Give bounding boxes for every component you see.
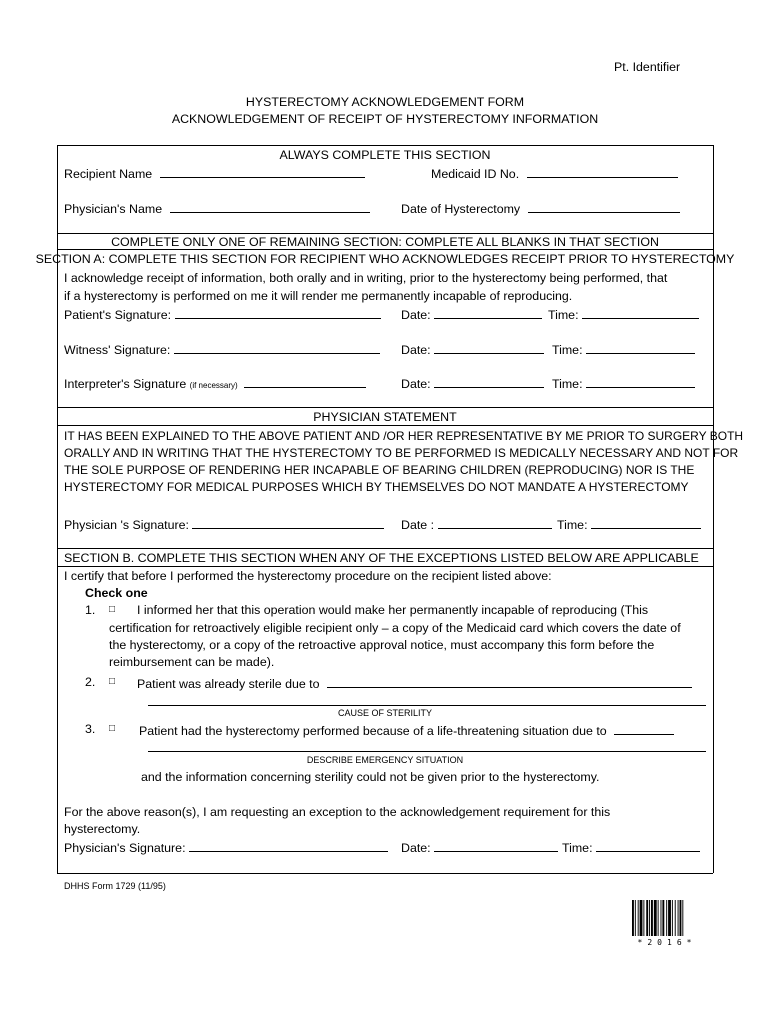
cause-of-sterility-caption: CAUSE OF STERILITY <box>337 708 433 718</box>
witness-date-field[interactable] <box>434 342 544 354</box>
physician-statement-line4: HYSTERECTOMY FOR MEDICAL PURPOSES WHICH BY THEMSELVES DO NOT MANDATE A HYSTERECTOMY <box>64 480 689 494</box>
patient-date-label: Date: <box>401 308 431 322</box>
item1-text-line2: certification for retroactively eligible recipient only – a copy of the Medicaid card which covers the date of <box>109 621 681 635</box>
always-complete-heading: ALWAYS COMPLETE THIS SECTION <box>279 148 491 162</box>
item1-text-line1: I informed her that this operation would make her permanently incapable of reproducing (This <box>137 603 649 617</box>
physician-statement-time-label: Time: <box>557 518 588 532</box>
check-one-label: Check one <box>85 586 148 600</box>
box-top-border <box>57 145 713 146</box>
barcode-bar <box>646 900 648 936</box>
interpreter-time-row <box>552 376 695 390</box>
date-of-hysterectomy-row <box>401 201 680 215</box>
patient-signature-row <box>64 307 381 321</box>
form-title: HYSTERECTOMY ACKNOWLEDGEMENT FORM <box>245 95 525 109</box>
patient-time-field[interactable] <box>582 307 699 319</box>
form-number: DHHS Form 1729 (11/95) <box>64 881 166 891</box>
item3-text: Patient had the hysterectomy performed because of a life-threatening situation due to <box>139 724 607 738</box>
barcode-bar <box>675 900 676 936</box>
physician-statement-signature-row <box>64 517 384 531</box>
barcode-bar <box>643 900 644 936</box>
patient-date-row <box>401 307 542 321</box>
section-b-time-label: Time: <box>562 841 593 855</box>
describe-emergency-caption: DESCRIBE EMERGENCY SITUATION <box>306 755 464 765</box>
sterility-cause-field[interactable] <box>327 676 692 688</box>
barcode-bar <box>668 900 671 936</box>
barcode-bar <box>651 900 653 936</box>
section-a-text-line2: if a hysterectomy is performed on me it will render me permanently incapable of reproducing. <box>64 289 573 303</box>
barcode-bar <box>666 900 667 936</box>
physician-statement-line1: IT HAS BEEN EXPLAINED TO THE ABOVE PATIENT AND /OR HER REPRESENTATIVE BY ME PRIOR TO SURGERY BOTH <box>64 429 744 443</box>
witness-time-row <box>552 342 695 356</box>
exception-reason-line1: For the above reason(s), I am requesting an exception to the acknowledgement requirement for this <box>64 805 611 819</box>
section-b-time-row <box>562 840 700 854</box>
barcode-bar <box>638 900 639 936</box>
barcode-bar <box>680 900 682 936</box>
interpreter-signature-label: Interpreter's Signature <box>64 377 187 391</box>
interpreter-time-label: Time: <box>552 377 583 391</box>
interpreter-date-label: Date: <box>401 377 431 391</box>
item3-checkbox[interactable]: □ <box>109 723 116 734</box>
if-necessary-note: (if necessary) <box>189 381 238 390</box>
barcode-bar <box>662 900 664 936</box>
physician-statement-line3: THE SOLE PURPOSE OF RENDERING HER INCAPABLE OF BEARING CHILDREN (REPRODUCING) NOR IS THE <box>64 463 695 477</box>
item2-row <box>137 676 692 690</box>
barcode-bar <box>661 900 662 936</box>
section-a-heading: SECTION A: COMPLETE THIS SECTION FOR RECIPIENT WHO ACKNOWLEDGES RECEIPT PRIOR TO HYSTERECTOMY <box>35 252 735 266</box>
item2-text: Patient was already sterile due to <box>137 677 320 691</box>
physician-name-row <box>64 201 370 215</box>
barcode-image <box>632 900 702 936</box>
interpreter-date-field[interactable] <box>434 376 544 388</box>
physician-statement-date-row <box>401 517 552 531</box>
item1-number: 1. <box>85 603 96 617</box>
section-b-date-row <box>401 840 558 854</box>
physician-statement-date-label: Date : <box>401 518 435 532</box>
physician-statement-time-field[interactable] <box>591 517 701 529</box>
form-subtitle: ACKNOWLEDGEMENT OF RECEIPT OF HYSTERECTOMY INFORMATION <box>171 112 599 126</box>
interpreter-time-field[interactable] <box>586 376 695 388</box>
barcode-bar <box>658 900 659 936</box>
medicaid-id-field[interactable] <box>527 166 678 178</box>
patient-time-row <box>548 307 699 321</box>
sterility-info-text: and the information concerning sterility could not be given prior to the hysterectomy. <box>141 770 600 784</box>
physician-statement-date-field[interactable] <box>438 517 552 529</box>
witness-signature-row <box>64 342 380 356</box>
item1-text-line3: the hysterectomy, or a copy of the retroactive approval notice, must accompany this form before the <box>109 638 655 652</box>
exception-reason-line2: hysterectomy. <box>64 822 141 836</box>
complete-only-heading: COMPLETE ONLY ONE OF REMAINING SECTION: COMPLETE ALL BLANKS IN THAT SECTION <box>111 235 659 249</box>
barcode-bar <box>678 900 679 936</box>
interpreter-signature-field[interactable] <box>244 376 366 388</box>
witness-time-label: Time: <box>552 343 583 357</box>
item3-row <box>139 723 674 737</box>
medicaid-id-row <box>431 166 678 180</box>
patient-signature-field[interactable] <box>175 307 381 319</box>
physician-statement-signature-label: Physician 's Signature: <box>64 518 189 532</box>
barcode-bar <box>635 900 636 936</box>
recipient-name-field[interactable] <box>160 166 365 178</box>
physician-name-label: Physician's Name <box>64 202 163 216</box>
item1-text-line4: reimbursement can be made). <box>109 655 275 669</box>
barcode-bar <box>649 900 650 936</box>
divider-after-physician-statement <box>57 548 713 549</box>
witness-time-field[interactable] <box>586 342 695 354</box>
witness-date-label: Date: <box>401 343 431 357</box>
section-b-date-label: Date: <box>401 841 431 855</box>
interpreter-signature-row <box>64 376 366 390</box>
barcode-text: *2016* <box>637 938 697 947</box>
item2-number: 2. <box>85 675 96 689</box>
witness-date-row <box>401 342 544 356</box>
barcode-bar <box>632 900 634 936</box>
divider-after-complete-only <box>57 249 713 250</box>
patient-time-label: Time: <box>548 308 579 322</box>
box-bottom-border <box>57 873 713 874</box>
physician-statement-time-row <box>557 517 701 531</box>
sterility-cause-line2[interactable] <box>148 705 706 706</box>
divider-after-always <box>57 233 713 234</box>
divider-after-section-a <box>57 407 713 408</box>
recipient-name-label: Recipient Name <box>64 167 153 181</box>
section-b-signature-label: Physician's Signature: <box>64 841 186 855</box>
section-b-certify-text: I certify that before I performed the hysterectomy procedure on the recipient listed above: <box>64 569 552 583</box>
patient-signature-label: Patient's Signature: <box>64 308 172 322</box>
date-of-hysterectomy-field[interactable] <box>528 201 680 213</box>
physician-name-field[interactable] <box>170 201 370 213</box>
interpreter-date-row <box>401 376 544 390</box>
divider-after-physician-heading <box>57 425 713 426</box>
date-of-hysterectomy-label: Date of Hysterectomy <box>401 202 521 216</box>
recipient-name-row <box>64 166 365 180</box>
medicaid-id-label: Medicaid ID No. <box>431 167 520 181</box>
section-b-time-field[interactable] <box>596 840 700 852</box>
witness-signature-field[interactable] <box>174 342 380 354</box>
emergency-situation-line2[interactable] <box>148 751 706 752</box>
item2-checkbox[interactable]: □ <box>109 676 116 687</box>
divider-after-section-b-heading <box>57 566 713 567</box>
barcode-bar <box>682 900 683 936</box>
item3-number: 3. <box>85 722 96 736</box>
emergency-situation-field[interactable] <box>614 723 674 735</box>
barcode-bar <box>654 900 657 936</box>
barcode-bar <box>672 900 673 936</box>
patient-date-field[interactable] <box>434 307 542 319</box>
pt-identifier-label: Pt. Identifier <box>614 60 681 74</box>
witness-signature-label: Witness' Signature: <box>64 343 171 357</box>
section-b-signature-field[interactable] <box>189 840 388 852</box>
section-b-date-field[interactable] <box>434 840 558 852</box>
section-b-heading: SECTION B. COMPLETE THIS SECTION WHEN ANY OF THE EXCEPTIONS LISTED BELOW ARE APPLICABLE <box>64 551 699 565</box>
physician-statement-heading: PHYSICIAN STATEMENT <box>313 410 457 424</box>
physician-statement-line2: ORALLY AND IN WRITING THAT THE HYSTERECTOMY TO BE PERFORMED IS MEDICALLY NECESSARY AND NOT FOR <box>64 446 739 460</box>
section-b-signature-row <box>64 840 388 854</box>
item1-checkbox[interactable]: □ <box>109 604 116 615</box>
section-a-text-line1: I acknowledge receipt of information, both orally and in writing, prior to the hysterectomy being performed, that <box>64 271 668 285</box>
barcode-bar <box>640 900 643 936</box>
physician-statement-signature-field[interactable] <box>192 517 384 529</box>
